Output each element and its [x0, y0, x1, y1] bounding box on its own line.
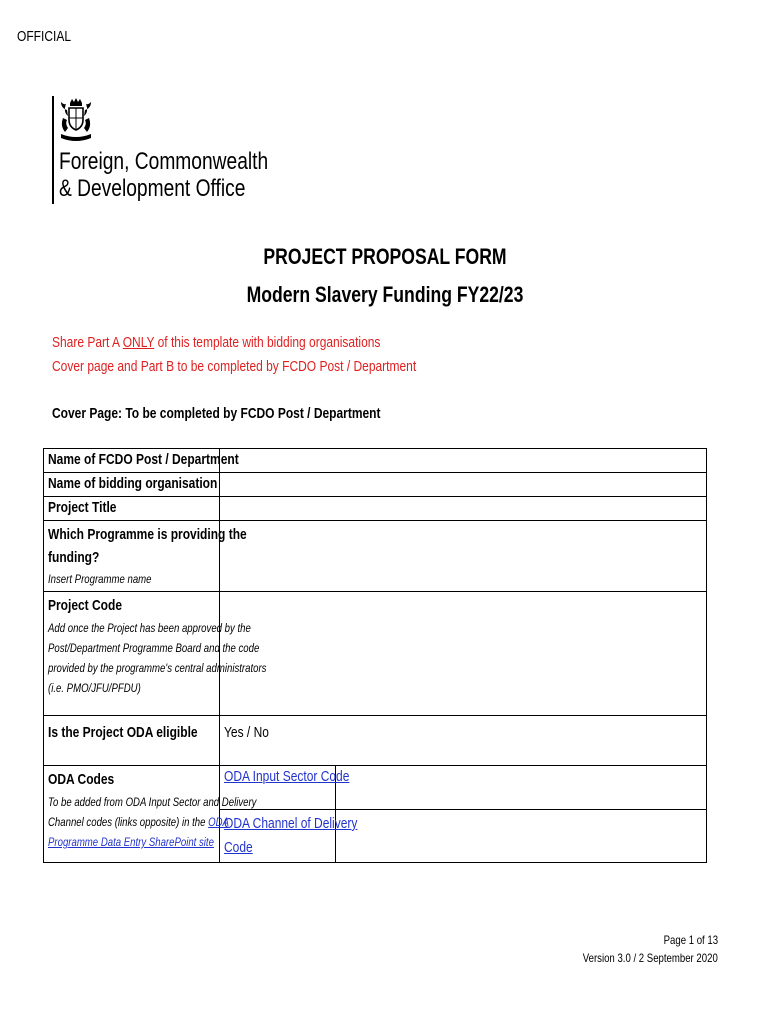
form-subtitle: Modern Slavery Funding FY22/23 — [246, 282, 524, 307]
oda-input-sector-link[interactable]: ODA Input Sector Code — [224, 768, 350, 785]
sharing-notice: Share Part A ONLY of this template with bidding organisations — [52, 334, 381, 351]
oda-sharepoint-link[interactable]: ODA — [208, 815, 229, 829]
table-row — [44, 449, 707, 473]
programme-label-cell: Which Programme is providing the funding? Insert Programme name — [44, 521, 220, 592]
project-code-label-cell: Project Code Add once the Project has been approved by the Post/Department Programme Board and the code provided by the programme's central administrators (i.e. PMO/JFU/PFDU) — [44, 592, 220, 716]
channel-code-input-cell[interactable] — [336, 810, 707, 863]
table-row — [44, 716, 707, 766]
logo-line-1: Foreign, Commonwealth — [59, 148, 269, 175]
form-title: PROJECT PROPOSAL FORM — [263, 244, 507, 269]
royal-crest-icon — [57, 96, 95, 144]
completion-notice: Cover page and Part B to be completed by FCDO Post / Department — [52, 358, 417, 375]
fcdo-logo — [52, 96, 269, 211]
org-label-cell: Name of bidding organisation — [44, 473, 220, 497]
page-number: Page 1 of 13 — [663, 933, 718, 947]
oda-channel-link[interactable]: ODA Channel of Delivery — [224, 815, 358, 832]
post-input-cell[interactable] — [220, 449, 707, 473]
table-row — [44, 592, 707, 716]
project-title-label-cell: Project Title — [44, 497, 220, 521]
cover-page-table — [43, 448, 707, 863]
post-label-cell: Name of FCDO Post / Department — [44, 449, 220, 473]
table-row — [44, 521, 707, 592]
channel-link-cell — [220, 810, 358, 863]
only-emphasis: ONLY — [122, 334, 155, 351]
sector-code-input-cell[interactable] — [336, 766, 707, 810]
oda-channel-link-cont[interactable]: Code — [224, 839, 253, 856]
oda-sharepoint-link-cont[interactable]: Programme Data Entry SharePoint site — [48, 835, 214, 849]
classification-label: OFFICIAL — [17, 28, 72, 45]
logo-divider — [52, 96, 54, 204]
version-info: Version 3.0 / 2 September 2020 — [582, 951, 718, 965]
programme-input-cell[interactable] — [220, 521, 707, 592]
oda-codes-label-cell: ODA Codes To be added from ODA Input Sector and Delivery Channel codes (links opposite) in the ODA Programme Data Entry SharePoint site — [44, 766, 220, 863]
oda-eligible-value-cell[interactable]: Yes / No — [220, 716, 707, 766]
table-row — [44, 497, 707, 521]
org-input-cell[interactable] — [220, 473, 707, 497]
project-title-input-cell[interactable] — [220, 497, 707, 521]
logo-wordmark — [59, 148, 320, 202]
table-row — [44, 766, 707, 810]
logo-line-2: & Development Office — [59, 175, 246, 202]
project-code-input-cell[interactable] — [220, 592, 707, 716]
cover-page-heading: Cover Page: To be completed by FCDO Post / Department — [52, 405, 381, 422]
oda-eligible-label-cell: Is the Project ODA eligible — [44, 716, 220, 766]
table-row — [44, 473, 707, 497]
